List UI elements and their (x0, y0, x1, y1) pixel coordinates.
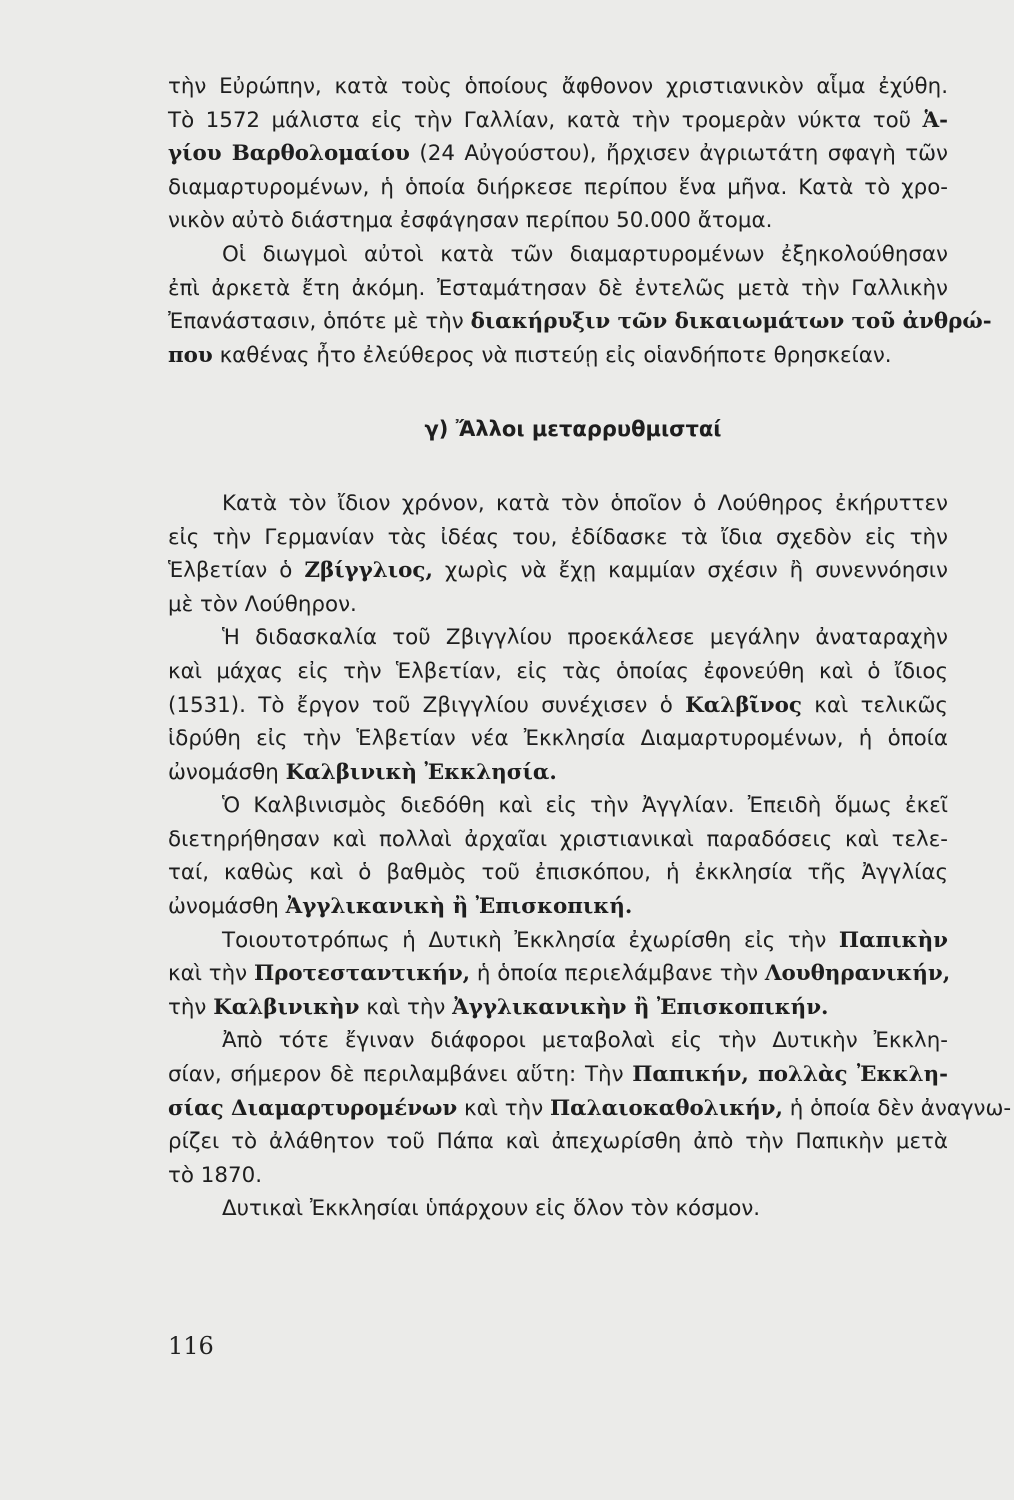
bold-term: σίας Διαμαρτυρομένων (168, 1095, 458, 1121)
bold-term: διακήρυξιν τῶν δικαιωμάτων τοῦ ἀνθρώ- (470, 309, 992, 335)
paragraph-line: Ὁ Καλβινισμὸς διεδόθη καὶ εἰς τὴν Ἀγγλίαν. Ἐπειδὴ ὅμως ἐκεῖ (222, 793, 948, 819)
paragraph-line: τὸ 1870. (168, 1162, 263, 1188)
paragraph-line: ἐπὶ ἀρκετὰ ἔτη ἀκόμη. Ἐσταμάτησαν δὲ ἐντελῶς μετὰ τὴν Γαλλικὴν (168, 275, 948, 301)
paragraph-line: Ἐπανάστασιν, ὁπότε μὲ τὴν διακήρυξιν τῶν δικαιωμάτων τοῦ ἀνθρώ- (168, 309, 992, 335)
paragraph-line: ταί, καθὼς καὶ ὁ βαθμὸς τοῦ ἐπισκόπου, ἡ ἐκκλησία τῆς Ἀγγλίας (168, 860, 948, 886)
paragraph-line: Τὸ 1572 μάλιστα εἰς τὴν Γαλλίαν, κατὰ τὴν τρομερὰν νύκτα τοῦ Ἁ- (168, 107, 948, 133)
paragraph-line: Ἑλβετίαν ὁ Ζβίγγλιος, χωρὶς νὰ ἔχῃ καμμίαν σχέσιν ἢ συνεννόησιν (168, 558, 948, 584)
paragraph-line: μὲ τὸν Λούθηρον. (168, 591, 357, 617)
paragraph-line: διετηρήθησαν καὶ πολλαὶ ἀρχαῖαι χριστιανικαὶ παραδόσεις καὶ τελε- (168, 826, 948, 852)
paragraph-line: ὠνομάσθη Ἀγγλικανικὴ ἢ Ἐπισκοπική. (168, 894, 633, 920)
bold-term: Καλβῖνος (685, 692, 802, 718)
bold-term: γίου Βαρθολομαίου (168, 141, 410, 167)
paragraph-line: τὴν Καλβινικὴν καὶ τὴν Ἀγγλικανικὴν ἢ Ἐπισκοπικήν. (168, 994, 829, 1020)
paragraph-line: ρίζει τὸ ἀλάθητον τοῦ Πάπα καὶ ἀπεχωρίσθη ἀπὸ τὴν Παπικὴν μετὰ (168, 1129, 948, 1155)
bold-term: Καλβινικὴ Ἐκκλησία. (285, 759, 557, 785)
paragraph-line: γίου Βαρθολομαίου (24 Αὐγούστου), ἤρχισεν ἀγριωτάτη σφαγὴ τῶν (168, 141, 948, 167)
paragraph-line: Ἀπὸ τότε ἔγιναν διάφοροι μεταβολαὶ εἰς τὴν Δυτικὴν Ἐκκλη- (222, 1028, 948, 1054)
paragraph-line: Οἱ διωγμοὶ αὐτοὶ κατὰ τῶν διαμαρτυρομένων ἐξηκολούθησαν (222, 241, 948, 267)
bold-term: Παπικὴν (838, 927, 948, 953)
paragraph-line: σίαν, σήμερον δὲ περιλαμβάνει αὕτη: Τὴν Παπικήν, πολλὰς Ἐκκλη- (168, 1062, 948, 1088)
section-heading: γ) Ἄλλοι μεταρρυθμισταί (424, 417, 722, 442)
bold-term: Προτεσταντικήν, (253, 961, 471, 987)
page-number: 116 (168, 1332, 214, 1360)
bold-term: Ἀγγλικανικὴ ἢ Ἐπισκοπική. (285, 894, 633, 920)
paragraph-line: Τοιουτοτρόπως ἡ Δυτικὴ Ἐκκλησία ἐχωρίσθη εἰς τὴν Παπικὴν (222, 927, 948, 953)
bold-term: Καλβινικὴν (213, 994, 360, 1020)
bold-term: Ἁ- (922, 107, 948, 133)
paragraph-line: Κατὰ τὸν ἴδιον χρόνον, κατὰ τὸν ὁποῖον ὁ Λούθηρος ἐκήρυττεν (222, 490, 948, 516)
paragraph-line: (1531). Τὸ ἔργον τοῦ Ζβιγγλίου συνέχισεν ὁ Καλβῖνος καὶ τελικῶς (168, 692, 948, 718)
paragraph-line: εἰς τὴν Γερμανίαν τὰς ἰδέας του, ἐδίδασκε τὰ ἴδια σχεδὸν εἰς τὴν (168, 524, 948, 550)
bold-term: Παλαιοκαθολικήν, (549, 1095, 783, 1121)
bold-term: Παπικήν, πολλὰς Ἐκκλη- (632, 1062, 948, 1088)
paragraph-line: σίας Διαμαρτυρομένων καὶ τὴν Παλαιοκαθολικήν, ἡ ὁποία δὲν ἀναγνω- (168, 1095, 1012, 1121)
paragraph-line: Ἡ διδασκαλία τοῦ Ζβιγγλίου προεκάλεσε μεγάλην ἀναταραχὴν (222, 625, 948, 651)
bold-term: Ζβίγγλιος, (304, 558, 433, 584)
paragraph-line: καὶ μάχας εἰς τὴν Ἑλβετίαν, εἰς τὰς ὁποίας ἐφονεύθη καὶ ὁ ἴδιος (168, 658, 948, 684)
body-text (168, 70, 1012, 1226)
paragraph-line: τὴν Εὐρώπην, κατὰ τοὺς ὁποίους ἄφθονον χριστιανικὸν αἷμα ἐχύθη. (168, 74, 948, 99)
bold-term: Ἀγγλικανικὴν ἢ Ἐπισκοπικήν. (452, 994, 829, 1020)
paragraph-line: ἱδρύθη εἰς τὴν Ἑλβετίαν νέα Ἐκκλησία Διαμαρτυρομένων, ἡ ὁποία (168, 726, 948, 752)
bold-term: που (168, 342, 213, 368)
paragraph-line: διαμαρτυρομένων, ἡ ὁποία διήρκεσε περίπου ἕνα μῆνα. Κατὰ τὸ χρο- (168, 174, 948, 200)
paragraph-line: νικὸν αὐτὸ διάστημα ἐσφάγησαν περίπου 50.000 ἄτομα. (168, 208, 773, 234)
paragraph-line: Δυτικαὶ Ἐκκλησίαι ὑπάρχουν εἰς ὅλον τὸν κόσμον. (222, 1196, 761, 1222)
bold-term: Λουθηρανικήν, (764, 961, 951, 987)
paragraph-line: ὠνομάσθη Καλβινικὴ Ἐκκλησία. (168, 759, 557, 785)
paragraph-line: καὶ τὴν Προτεσταντικήν, ἡ ὁποία περιελάμβανε τὴν Λουθηρανικήν, (168, 961, 951, 987)
paragraph-line: που καθένας ἦτο ἐλεύθερος νὰ πιστεύῃ εἰς οἱανδήποτε θρησκείαν. (168, 342, 892, 368)
